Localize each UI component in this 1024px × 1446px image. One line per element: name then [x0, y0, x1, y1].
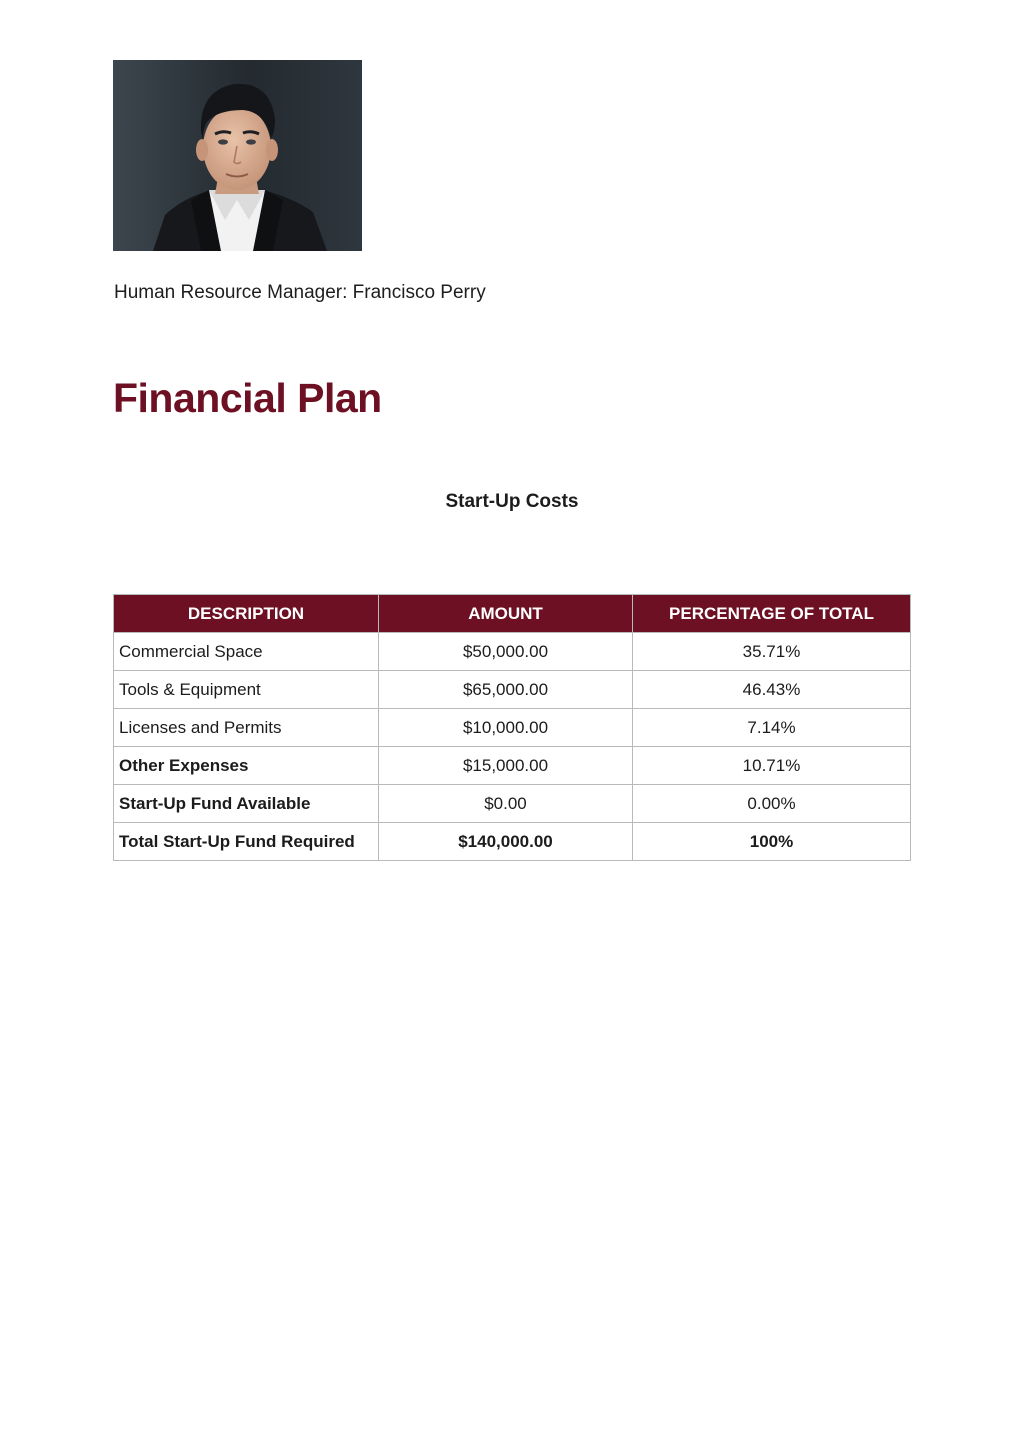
column-header-amount: AMOUNT [379, 595, 633, 633]
cell-percentage: 0.00% [633, 785, 911, 823]
cell-amount: $65,000.00 [379, 671, 633, 709]
cell-percentage: 46.43% [633, 671, 911, 709]
page-title: Financial Plan [113, 375, 382, 421]
cell-percentage: 10.71% [633, 747, 911, 785]
column-header-percentage: PERCENTAGE OF TOTAL [633, 595, 911, 633]
table-row [114, 633, 911, 671]
cell-description: Start-Up Fund Available [114, 785, 379, 823]
cell-amount: $10,000.00 [379, 709, 633, 747]
cell-amount: $0.00 [379, 785, 633, 823]
table-row [114, 709, 911, 747]
table-row [114, 785, 911, 823]
table-total-row [114, 823, 911, 861]
cell-description: Commercial Space [114, 633, 379, 671]
cell-amount: $140,000.00 [379, 823, 633, 861]
cell-description: Licenses and Permits [114, 709, 379, 747]
cell-description: Tools & Equipment [114, 671, 379, 709]
column-header-description: DESCRIPTION [114, 595, 379, 633]
cell-percentage: 7.14% [633, 709, 911, 747]
table-row [114, 747, 911, 785]
table-row [114, 671, 911, 709]
table-title: Start-Up Costs [445, 491, 579, 512]
profile-caption: Human Resource Manager: Francisco Perry [114, 282, 486, 303]
cell-amount: $50,000.00 [379, 633, 633, 671]
profile-photo [113, 60, 362, 251]
cell-amount: $15,000.00 [379, 747, 633, 785]
startup-costs-table [113, 594, 911, 861]
cell-percentage: 35.71% [633, 633, 911, 671]
cell-percentage: 100% [633, 823, 911, 861]
table-header-row [114, 595, 911, 633]
cell-description: Other Expenses [114, 747, 379, 785]
cell-description: Total Start-Up Fund Required [114, 823, 379, 861]
portrait-image [113, 60, 362, 251]
